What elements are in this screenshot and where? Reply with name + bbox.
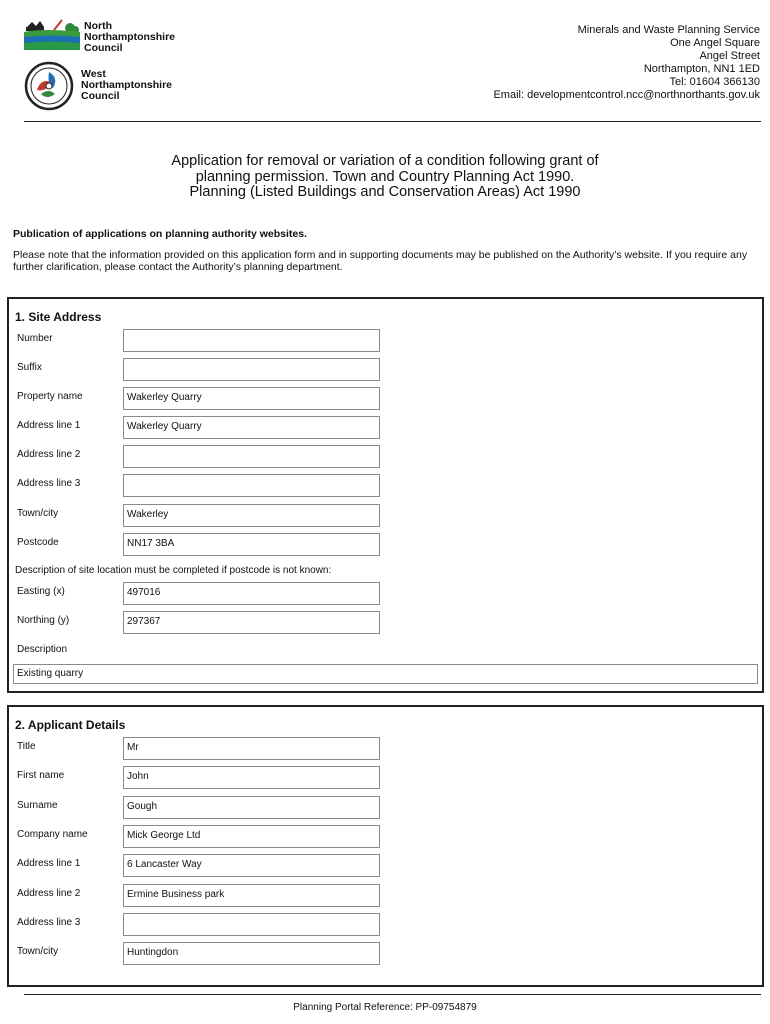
field-label: Suffix	[17, 362, 42, 373]
field-label: Town/city	[17, 508, 59, 519]
west-northamptonshire-emblem-icon	[23, 60, 75, 112]
publication-text: Please note that the information provided on this application form and in supporting documents may be published on the Authority’s website. If you require any further clarification, please contact the Authority’s planning department.	[13, 249, 748, 273]
field-label: Property name	[17, 391, 83, 402]
description-field[interactable]: Existing quarry	[13, 664, 758, 684]
section-title: 1. Site Address	[15, 310, 102, 324]
title-line2: planning permission. Town and Country Planning Act 1990.	[195, 168, 575, 185]
service-name: Minerals and Waste Planning Service	[577, 24, 760, 36]
north-logo-line2: Northamptonshire	[84, 31, 176, 43]
field-label: Title	[17, 741, 36, 752]
applicant-address-line1-field[interactable]: 6 Lancaster Way	[123, 854, 380, 877]
address-line2: Angel Street	[699, 50, 760, 62]
field-label: First name	[17, 770, 65, 781]
field-label: Postcode	[17, 537, 59, 548]
email: Email: developmentcontrol.ncc@northnorthants.gov.uk	[493, 89, 760, 101]
west-logo-line2: Northamptonshire	[81, 79, 173, 91]
west-logo-line1: West	[81, 68, 106, 80]
footer-divider	[24, 994, 761, 995]
address-line1-field[interactable]: Wakerley Quarry	[123, 416, 380, 439]
field-label: Address line 2	[17, 449, 81, 460]
form-title	[0, 154, 770, 201]
field-label: Town/city	[17, 946, 59, 957]
portal-reference: Planning Portal Reference: PP-09754879	[293, 1002, 477, 1013]
north-logo-line3: Council	[84, 42, 123, 54]
field-label: Description	[17, 644, 68, 655]
field-label: Address line 3	[17, 917, 81, 928]
field-label: Company name	[17, 829, 88, 840]
surname-field[interactable]: Gough	[123, 796, 380, 819]
field-label: Surname	[17, 800, 58, 811]
field-label: Address line 2	[17, 888, 81, 899]
north-logo-line1: North	[84, 20, 112, 32]
field-label: Address line 3	[17, 478, 81, 489]
address-line2-field[interactable]	[123, 445, 380, 468]
northing-field[interactable]: 297367	[123, 611, 380, 634]
title-field[interactable]: Mr	[123, 737, 380, 760]
title-line1: Application for removal or variation of a condition following grant of	[171, 153, 599, 169]
company-name-field[interactable]: Mick George Ltd	[123, 825, 380, 848]
field-label: Address line 1	[17, 420, 81, 431]
town-city-field[interactable]: Wakerley	[123, 504, 380, 527]
header-divider	[24, 121, 761, 122]
address-line1: One Angel Square	[670, 37, 760, 49]
applicant-details-section	[7, 705, 764, 987]
location-note: Description of site location must be completed if postcode is not known:	[15, 565, 332, 576]
site-address-section	[7, 297, 764, 693]
address-line3-field[interactable]	[123, 474, 380, 497]
first-name-field[interactable]: John	[123, 766, 380, 789]
field-label: Easting (x)	[17, 586, 65, 597]
property-name-field[interactable]: Wakerley Quarry	[123, 387, 380, 410]
section-title: 2. Applicant Details	[15, 718, 126, 732]
west-logo-line3: Council	[81, 90, 120, 102]
postcode-field[interactable]: NN17 3BA	[123, 533, 380, 556]
field-label: Northing (y)	[17, 615, 70, 626]
field-label: Address line 1	[17, 858, 81, 869]
suffix-field[interactable]	[123, 358, 380, 381]
telephone: Tel: 01604 366130	[669, 76, 760, 88]
field-label: Number	[17, 333, 53, 344]
contact-address-block	[493, 24, 760, 102]
address-line3: Northampton, NN1 1ED	[643, 63, 760, 75]
publication-heading: Publication of applications on planning authority websites.	[13, 228, 308, 240]
number-field[interactable]	[123, 329, 380, 352]
applicant-address-line3-field[interactable]	[123, 913, 380, 936]
easting-field[interactable]: 497016	[123, 582, 380, 605]
title-line3: Planning (Listed Buildings and Conservation Areas) Act 1990	[189, 184, 581, 200]
applicant-town-city-field[interactable]: Huntingdon	[123, 942, 380, 965]
north-northamptonshire-emblem-icon	[24, 18, 80, 50]
applicant-address-line2-field[interactable]: Ermine Business park	[123, 884, 380, 907]
